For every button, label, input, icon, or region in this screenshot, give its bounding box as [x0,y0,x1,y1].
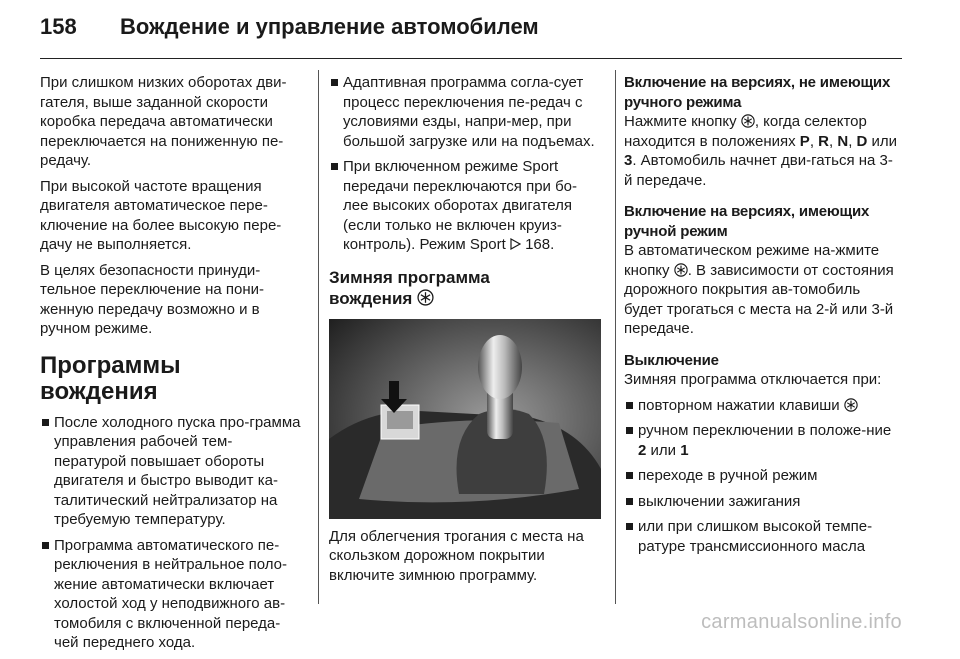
section-heading: Программы вождения [40,351,181,405]
list-item: ручном переключении в положе-ние 2 или 1 [624,421,900,460]
gear-selector-image [329,319,601,519]
subsection-heading: Включение на версиях, имеющих ручной режим [624,203,870,240]
list-item: Адаптивная программа согла-сует процесс переключения пе-редач с условиями езды, напри-мер, при большой загрузке или на подъемах. [329,73,601,151]
column-2 [329,73,601,591]
watermark: carmanualsonline.info [701,611,902,633]
page-number: 158 [40,14,77,39]
paragraph: При высокой частоте вращения двигателя автоматическое пере-ключение на более высокую пере-дачу не выполняется. [40,177,282,253]
paragraph: При слишком низких оборотах дви-гателя, выше заданной скорости коробка передача автоматически переключается на пониженную пе-редачу. [40,74,287,169]
snowflake-icon [844,397,858,414]
list-item: выключении зажигания [624,492,900,512]
column-1 [40,73,302,659]
page-reference-icon [510,236,521,253]
list-item [329,157,601,255]
list-item: Программа автоматического пе-реключения в нейтральное поло-жение автоматически включает холостой ход у неподвижного ав-томобиля с включенной переда-чей переднего хода. [40,536,302,653]
column-3 [624,73,900,562]
header-rule [40,58,902,59]
list-item: После холодного пуска про-грамма управления рабочей тем-пературой повышает обороты двигателя и быстро выводит ка-талитический нейтрализатор на требуемую температуру. [40,413,302,530]
image-caption: Для облегчения трогания с места на скользком дорожном покрытии включите зимнюю программу. [329,527,584,584]
page-header [40,14,539,48]
page-title: Вождение и управление автомобилем [120,14,539,39]
paragraph: Зимняя программа отключается при: [624,371,882,388]
paragraph: В целях безопасности принуди-тельное переключение на пони-женную передачу возможно и в ручном режиме. [40,261,265,337]
subsection-heading: Выключение [624,351,719,369]
list-item-text: При включенном режиме Sport передачи переключаются при бо-лее высоких оборотах двигателя (если только не включен круиз-контроль). Режим Sport [343,158,578,253]
snowflake-icon [417,289,434,308]
snowflake-icon [741,113,755,130]
paragraph: Нажмите кнопку , когда селектор находится в положениях P, R, N, D или 3. Автомобиль начнет дви-гаться на 3-й передаче. [624,113,898,189]
subsection-heading: Включение на версиях, не имеющих ручного режима [624,74,891,111]
column-divider [318,70,319,604]
column-divider [615,70,616,604]
page-reference[interactable]: 168. [525,236,555,253]
list-item: или при слишком высокой темпе-ратуре трансмиссионного масла [624,517,900,556]
snowflake-icon [674,262,688,279]
section-heading: Зимняя программа вождения [329,267,490,308]
list-item: повторном нажатии клавиши [624,396,900,416]
paragraph: В автоматическом режиме на-жмите кнопку . В зависимости от состояния дорожного покрытия ав-томобиль будет трогаться с места на 2-й или 3-й передаче. [624,242,894,337]
list-item: переходе в ручной режим [624,466,900,486]
